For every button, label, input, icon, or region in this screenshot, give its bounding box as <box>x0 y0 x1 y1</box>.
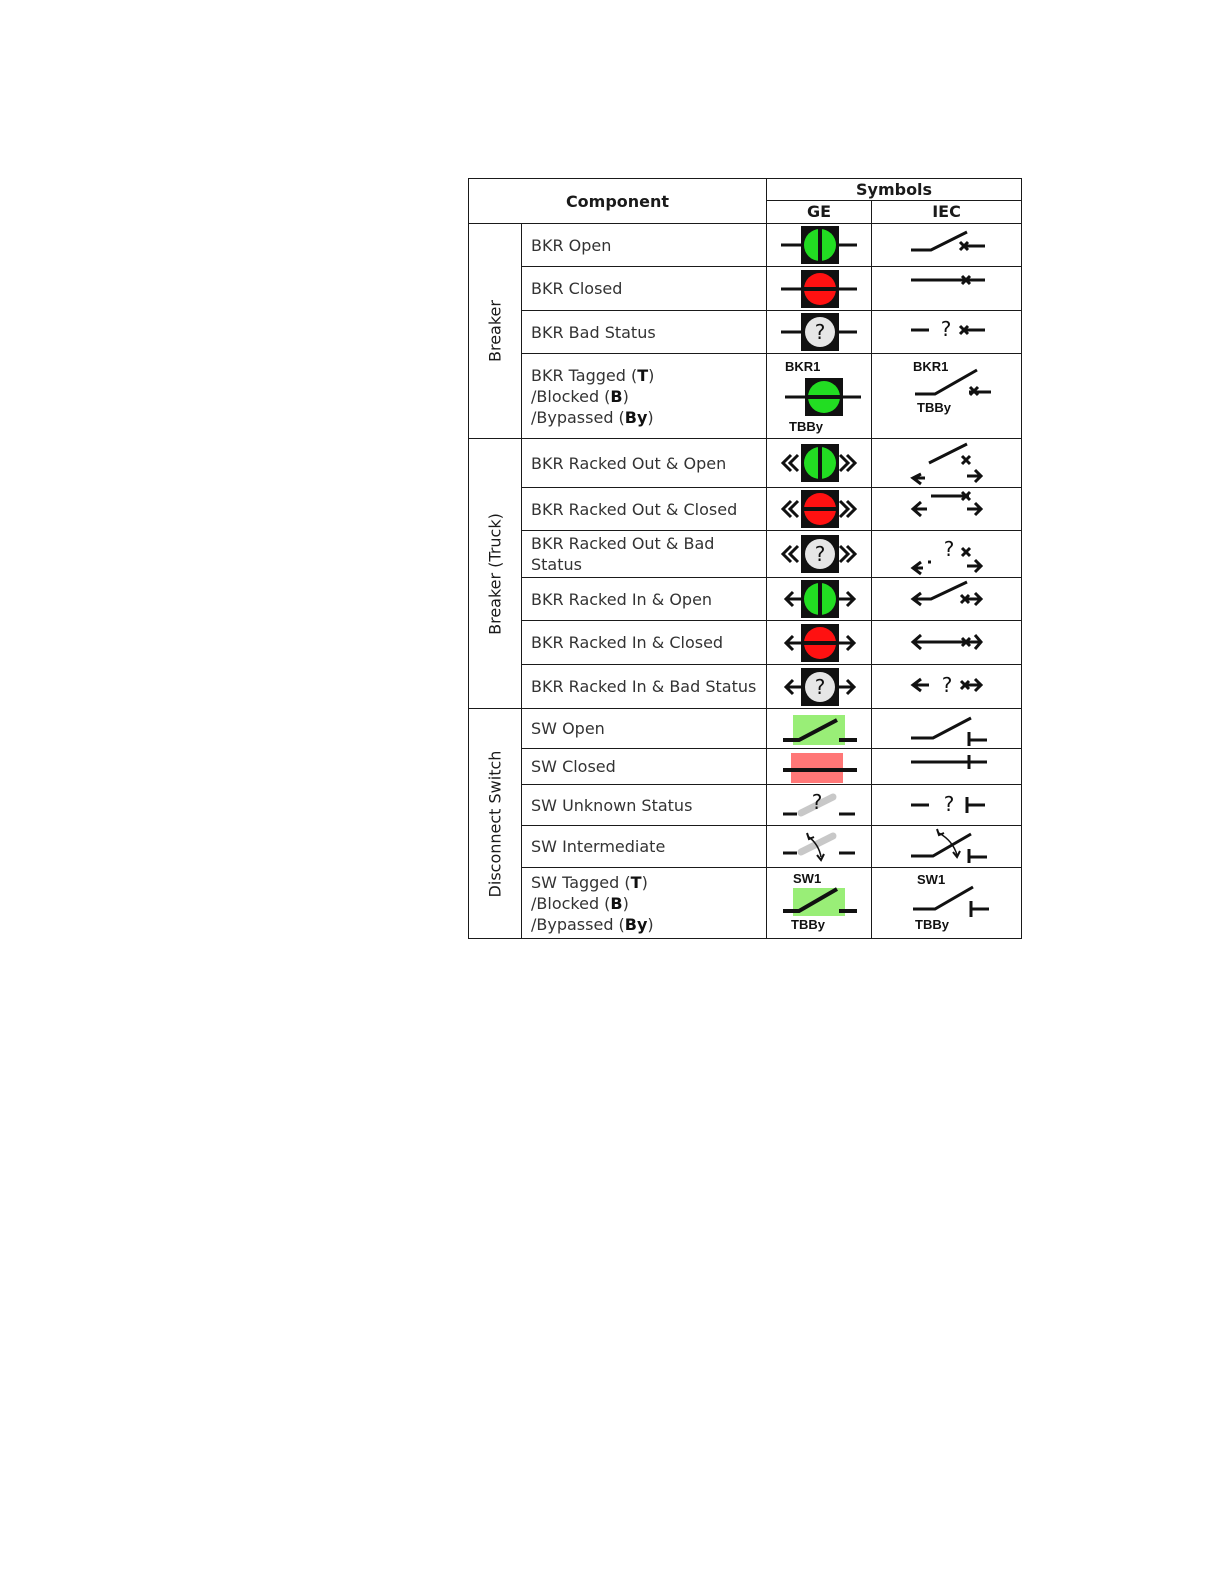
iec-racked-in-open-symbol <box>872 578 1022 621</box>
header-ge: GE <box>767 201 872 224</box>
table-row <box>469 531 1022 578</box>
question-mark: ? <box>943 792 954 816</box>
question-mark: ? <box>814 542 826 566</box>
iec-racked-out-bad-symbol <box>872 531 1022 578</box>
iec-sw-closed-symbol <box>872 749 1022 785</box>
ge-sw-unknown-symbol <box>767 785 872 826</box>
group-disconnect-switch-label: Disconnect Switch <box>485 750 505 897</box>
iec-sw-open-symbol <box>872 709 1022 749</box>
iec-sw-tagged-symbol <box>872 868 1022 939</box>
ge-bkr-tagged-symbol <box>767 354 872 439</box>
table-row <box>469 578 1022 621</box>
tbby-tag: TBBy <box>789 419 823 434</box>
question-mark: ? <box>814 320 826 344</box>
iec-sw-unknown-symbol <box>872 785 1022 826</box>
table-row <box>469 311 1022 354</box>
question-mark: ? <box>814 674 826 699</box>
sw1-tag: SW1 <box>916 872 945 887</box>
ge-sw-intermediate-symbol <box>767 826 872 868</box>
table-row <box>469 826 1022 868</box>
symbols-table <box>468 178 1022 939</box>
question-mark: ? <box>940 317 951 341</box>
group-breaker-truck <box>469 439 522 709</box>
bkr1-tag: BKR1 <box>785 359 821 374</box>
row-label: SW Closed <box>522 749 767 785</box>
table-row <box>469 621 1022 665</box>
question-mark: ? <box>811 790 823 814</box>
iec-racked-out-open-symbol <box>872 439 1022 488</box>
row-label: BKR Closed <box>522 267 767 311</box>
table-row <box>469 785 1022 826</box>
header-component: Component <box>469 179 767 224</box>
ge-bkr-bad-status-symbol <box>767 311 872 354</box>
table-row <box>469 749 1022 785</box>
row-label-bkr-tagged: BKR Tagged (T) /Blocked (B) /Bypassed (By) <box>522 354 767 439</box>
row-label: BKR Racked Out & Bad Status <box>522 531 767 578</box>
row-label: BKR Racked In & Closed <box>522 621 767 665</box>
row-label: SW Intermediate <box>522 826 767 868</box>
table-row <box>469 267 1022 311</box>
ge-bkr-closed-symbol <box>767 267 872 311</box>
group-disconnect-switch <box>469 709 522 939</box>
row-label: BKR Racked Out & Open <box>522 439 767 488</box>
ge-sw-open-symbol <box>767 709 872 749</box>
table-row <box>469 665 1022 709</box>
table-row <box>469 354 1022 439</box>
ge-bkr-open-symbol <box>767 224 872 267</box>
table-row <box>469 224 1022 267</box>
group-breaker <box>469 224 522 439</box>
header-symbols: Symbols <box>767 179 1022 201</box>
iec-sw-intermediate-symbol <box>872 826 1022 868</box>
header-iec: IEC <box>872 201 1022 224</box>
table-row <box>469 439 1022 488</box>
ge-racked-out-bad-symbol <box>767 531 872 578</box>
iec-bkr-closed-symbol <box>872 267 1022 311</box>
question-mark: ? <box>943 537 954 561</box>
row-label: SW Open <box>522 709 767 749</box>
group-breaker-truck-label: Breaker (Truck) <box>485 512 505 635</box>
ge-sw-tagged-symbol <box>767 868 872 939</box>
bkr1-tag: BKR1 <box>912 359 948 374</box>
ge-racked-in-bad-symbol <box>767 665 872 709</box>
row-label: BKR Racked In & Open <box>522 578 767 621</box>
tbby-tag: TBBy <box>791 917 825 932</box>
row-label: BKR Racked Out & Closed <box>522 488 767 531</box>
row-label: BKR Racked In & Bad Status <box>522 665 767 709</box>
iec-bkr-open-symbol <box>872 224 1022 267</box>
iec-bkr-tagged-symbol <box>872 354 1022 439</box>
row-label: BKR Bad Status <box>522 311 767 354</box>
tbby-tag: TBBy <box>916 400 951 415</box>
table-row <box>469 868 1022 939</box>
table-row <box>469 488 1022 531</box>
tbby-tag: TBBy <box>914 917 949 932</box>
iec-bkr-bad-status-symbol <box>872 311 1022 354</box>
group-breaker-label: Breaker <box>485 300 505 362</box>
table-row <box>469 709 1022 749</box>
iec-racked-out-closed-symbol <box>872 488 1022 531</box>
question-mark: ? <box>941 672 952 697</box>
ge-racked-out-closed-symbol <box>767 488 872 531</box>
ge-racked-in-closed-symbol <box>767 621 872 665</box>
ge-racked-out-open-symbol <box>767 439 872 488</box>
iec-racked-in-bad-symbol <box>872 665 1022 709</box>
ge-sw-closed-symbol <box>767 749 872 785</box>
row-label: SW Unknown Status <box>522 785 767 826</box>
row-label-sw-tagged: SW Tagged (T) /Blocked (B) /Bypassed (By) <box>522 868 767 939</box>
iec-racked-in-closed-symbol <box>872 621 1022 665</box>
ge-racked-in-open-symbol <box>767 578 872 621</box>
sw1-tag: SW1 <box>793 871 822 886</box>
row-label: BKR Open <box>522 224 767 267</box>
